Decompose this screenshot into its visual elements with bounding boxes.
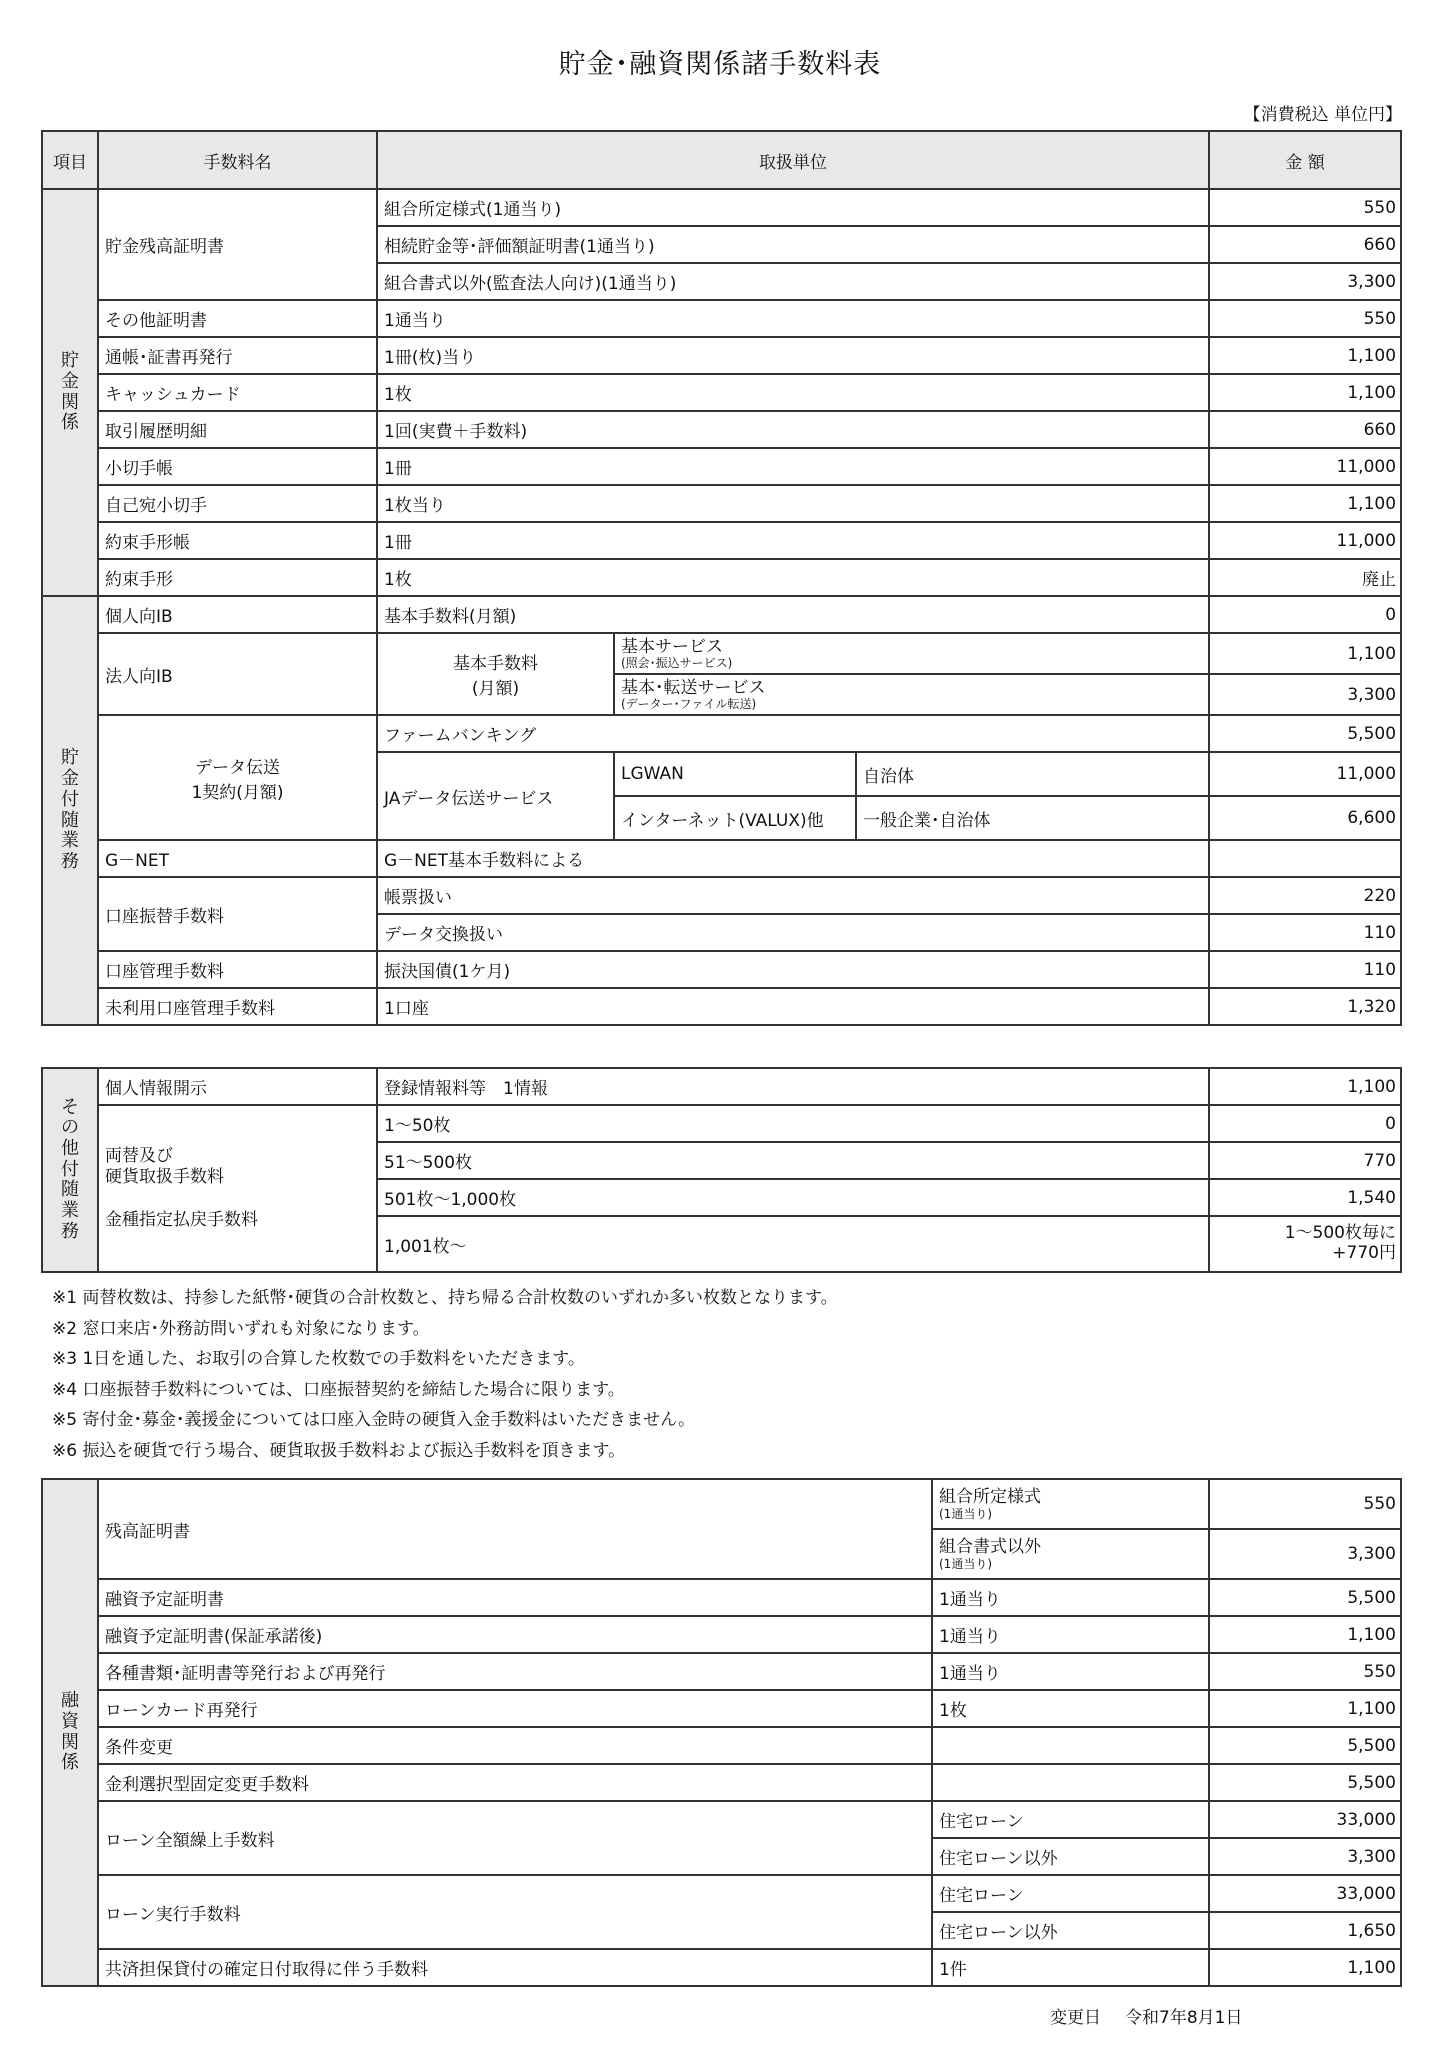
amount: 1,100: [1209, 374, 1401, 411]
fee-name: 未利用口座管理手数料: [98, 988, 377, 1025]
fee-name: 個人情報開示: [98, 1068, 377, 1105]
table-row: [42, 1949, 1401, 1986]
amount: 5,500: [1209, 1764, 1401, 1801]
unit: 1口座: [377, 988, 1209, 1025]
amount: 33,000: [1209, 1875, 1401, 1912]
amount: 110: [1209, 914, 1401, 951]
amount: 110: [1209, 951, 1401, 988]
table-row: [42, 522, 1401, 559]
amount: 770: [1209, 1142, 1401, 1179]
fee-name: その他証明書: [98, 300, 377, 337]
table-row: [42, 1875, 1401, 1912]
note-6: ※6 振込を硬貨で行う場合、硬貨取扱手数料および振込手数料を頂きます。: [52, 1440, 626, 1461]
amount: 1,100: [1209, 1949, 1401, 1986]
unit: 501枚～1,000枚: [377, 1179, 1209, 1216]
table-row: [42, 1690, 1401, 1727]
table-row: [42, 1579, 1401, 1616]
table-row: [42, 1653, 1401, 1690]
unit: 1件: [932, 1949, 1209, 1986]
amount: 5,500: [1209, 1727, 1401, 1764]
fee-name: 口座管理手数料: [98, 951, 377, 988]
unit: 住宅ローン以外: [932, 1838, 1209, 1875]
revision-value: 令和7年8月1日: [1125, 2008, 1243, 2028]
service-basic: 基本サービス (照会･振込サービス): [614, 633, 1209, 674]
amount: 1,100: [1209, 1068, 1401, 1105]
unit: データ交換扱い: [377, 914, 1209, 951]
header-amount: 金 額: [1209, 131, 1401, 189]
amount: 1,100: [1209, 337, 1401, 374]
unit: 振決国債(1ケ月): [377, 951, 1209, 988]
unit: 基本手数料(月額): [377, 596, 1209, 633]
table-row: [42, 1479, 1401, 1529]
unit: 1,001枚～: [377, 1216, 1209, 1272]
table-row: [42, 877, 1401, 914]
unit: 1枚: [932, 1690, 1209, 1727]
category-savings: 貯金関係: [42, 189, 98, 596]
note-5: ※5 寄付金･募金･義援金については口座入金時の硬貨入金手数料はいただきません。: [52, 1410, 696, 1430]
fee-table-other: [41, 1067, 1402, 1273]
amount: 5,500: [1209, 1579, 1401, 1616]
fee-name: 融資予定証明書(保証承諾後): [98, 1616, 932, 1653]
amount: 廃止: [1209, 559, 1401, 596]
table-row: [42, 1616, 1401, 1653]
amount: 220: [1209, 877, 1401, 914]
fee-name: 約束手形帳: [98, 522, 377, 559]
network: インターネット(VALUX)他: [614, 796, 856, 840]
fee-name: 個人向IB: [98, 596, 377, 633]
amount: 550: [1209, 300, 1401, 337]
revision-date: [1050, 2003, 1266, 2028]
unit: 51～500枚: [377, 1142, 1209, 1179]
unit: 組合所定様式 (1通当り): [932, 1479, 1209, 1529]
unit: 1枚当り: [377, 485, 1209, 522]
unit: [932, 1727, 1209, 1764]
unit: 1冊: [377, 522, 1209, 559]
amount: 1,650: [1209, 1912, 1401, 1949]
unit: 組合所定様式(1通当り): [377, 189, 1209, 226]
table-row: [42, 951, 1401, 988]
amount: 550: [1209, 189, 1401, 226]
note-3: ※3 1日を通した、お取引の合算した枚数での手数料をいただきます。: [52, 1349, 585, 1369]
note-1: ※1 両替枚数は、持参した紙幣･硬貨の合計枚数と、持ち帰る合計枚数のいずれか多い枚数となります。: [52, 1288, 838, 1308]
fee-name: 約束手形: [98, 559, 377, 596]
amount: 33,000: [1209, 1801, 1401, 1838]
unit: 1通当り: [932, 1579, 1209, 1616]
unit: 組合書式以外 (1通当り): [932, 1529, 1209, 1579]
table-row: [42, 337, 1401, 374]
note-2: ※2 窓口来店･外務訪問いずれも対象になります。: [52, 1318, 430, 1339]
target: 一般企業･自治体: [856, 796, 1209, 840]
unit: G－NET基本手数料による: [377, 840, 1209, 877]
unit: 1～50枚: [377, 1105, 1209, 1142]
fee-name-data-transfer: データ伝送 1契約(月額): [98, 715, 377, 840]
table-row: [42, 189, 1401, 226]
unit: 住宅ローン: [932, 1875, 1209, 1912]
fee-name: 貯金残高証明書: [98, 189, 377, 300]
header-category: 項目: [42, 131, 98, 189]
unit-note: 【消費税込 単位円】: [1243, 105, 1402, 125]
category-loan: 融資関係: [42, 1479, 98, 1986]
unit: 1冊: [377, 448, 1209, 485]
unit: 1冊(枚)当り: [377, 337, 1209, 374]
fee-name: 残高証明書: [98, 1479, 932, 1579]
unit: [932, 1764, 1209, 1801]
notes: [52, 1283, 838, 1466]
unit: 1枚: [377, 559, 1209, 596]
fee-name: 小切手帳: [98, 448, 377, 485]
amount: 11,000: [1209, 752, 1401, 796]
amount: 660: [1209, 411, 1401, 448]
fee-name: ローンカード再発行: [98, 1690, 932, 1727]
amount: 6,600: [1209, 796, 1401, 840]
table-row: [42, 448, 1401, 485]
amount: 1,540: [1209, 1179, 1401, 1216]
fee-name: 条件変更: [98, 1727, 932, 1764]
unit: 1回(実費＋手数料): [377, 411, 1209, 448]
amount: 1,100: [1209, 633, 1401, 674]
amount: 1,100: [1209, 1616, 1401, 1653]
category-other: その他付随業務: [42, 1068, 98, 1272]
unit-basic-monthly: 基本手数料 (月額): [377, 633, 614, 715]
unit: 帳票扱い: [377, 877, 1209, 914]
fee-name: 共済担保貸付の確定日付取得に伴う手数料: [98, 1949, 932, 1986]
amount: 11,000: [1209, 448, 1401, 485]
amount: 3,300: [1209, 1838, 1401, 1875]
amount: 1～500枚毎に +770円: [1209, 1216, 1401, 1272]
unit: 1通当り: [932, 1653, 1209, 1690]
fee-name: キャッシュカード: [98, 374, 377, 411]
fee-name: ローン全額繰上手数料: [98, 1801, 932, 1875]
amount: 0: [1209, 596, 1401, 633]
amount: 3,300: [1209, 1529, 1401, 1579]
fee-name: G－NET: [98, 840, 377, 877]
fee-table-savings: [41, 130, 1402, 1026]
table-row: [42, 840, 1401, 877]
amount: 5,500: [1209, 715, 1401, 752]
revision-label: 変更日: [1050, 2008, 1101, 2028]
amount: 1,100: [1209, 485, 1401, 522]
unit: 相続貯金等･評価額証明書(1通当り): [377, 226, 1209, 263]
fee-name: 通帳･証書再発行: [98, 337, 377, 374]
unit: 登録情報料等 1情報: [377, 1068, 1209, 1105]
target: 自治体: [856, 752, 1209, 796]
table-row: [42, 1801, 1401, 1838]
fee-name: 法人向IB: [98, 633, 377, 715]
unit: 1通当り: [932, 1616, 1209, 1653]
table-row: [42, 300, 1401, 337]
table-row: [42, 633, 1401, 674]
unit: 組合書式以外(監査法人向け)(1通当り): [377, 263, 1209, 300]
amount: 3,300: [1209, 263, 1401, 300]
amount: 550: [1209, 1653, 1401, 1690]
amount: 11,000: [1209, 522, 1401, 559]
fee-name: ローン実行手数料: [98, 1875, 932, 1949]
fee-table-loan: [41, 1478, 1402, 1987]
table-row: [42, 374, 1401, 411]
unit: 1通当り: [377, 300, 1209, 337]
amount: 550: [1209, 1479, 1401, 1529]
unit: 住宅ローン以外: [932, 1912, 1209, 1949]
amount: 0: [1209, 1105, 1401, 1142]
table-row: [42, 988, 1401, 1025]
table-row: [42, 485, 1401, 522]
unit: 住宅ローン: [932, 1801, 1209, 1838]
table-row: [42, 1764, 1401, 1801]
table-row: [42, 1068, 1401, 1105]
fee-name: 各種書類･証明書等発行および再発行: [98, 1653, 932, 1690]
service-transfer: 基本･転送サービス (データー･ファイル転送): [614, 674, 1209, 715]
table-header: [42, 131, 1401, 189]
amount: 1,320: [1209, 988, 1401, 1025]
page-title: 貯金･融資関係諸手数料表: [558, 49, 882, 80]
unit: ファームバンキング: [377, 715, 1209, 752]
table-row: [42, 715, 1401, 752]
header-unit: 取扱単位: [377, 131, 1209, 189]
table-row: [42, 1727, 1401, 1764]
fee-name: 取引履歴明細: [98, 411, 377, 448]
amount: 660: [1209, 226, 1401, 263]
table-row: [42, 411, 1401, 448]
table-row: [42, 596, 1401, 633]
amount: 1,100: [1209, 1690, 1401, 1727]
fee-name: 融資予定証明書: [98, 1579, 932, 1616]
amount: [1209, 840, 1401, 877]
fee-name: 自己宛小切手: [98, 485, 377, 522]
table-row: [42, 559, 1401, 596]
fee-name: 口座振替手数料: [98, 877, 377, 951]
table-row: [42, 1105, 1401, 1142]
category-ancillary: 貯金付随業務: [42, 596, 98, 1025]
header-fee-name: 手数料名: [98, 131, 377, 189]
amount: 3,300: [1209, 674, 1401, 715]
network: LGWAN: [614, 752, 856, 796]
unit: 1枚: [377, 374, 1209, 411]
unit: JAデータ伝送サービス: [377, 752, 614, 840]
note-4: ※4 口座振替手数料については、口座振替契約を締結した場合に限ります。: [52, 1379, 625, 1400]
fee-name: 金利選択型固定変更手数料: [98, 1764, 932, 1801]
fee-name-exchange: 両替及び 硬貨取扱手数料 金種指定払戻手数料: [98, 1105, 377, 1272]
